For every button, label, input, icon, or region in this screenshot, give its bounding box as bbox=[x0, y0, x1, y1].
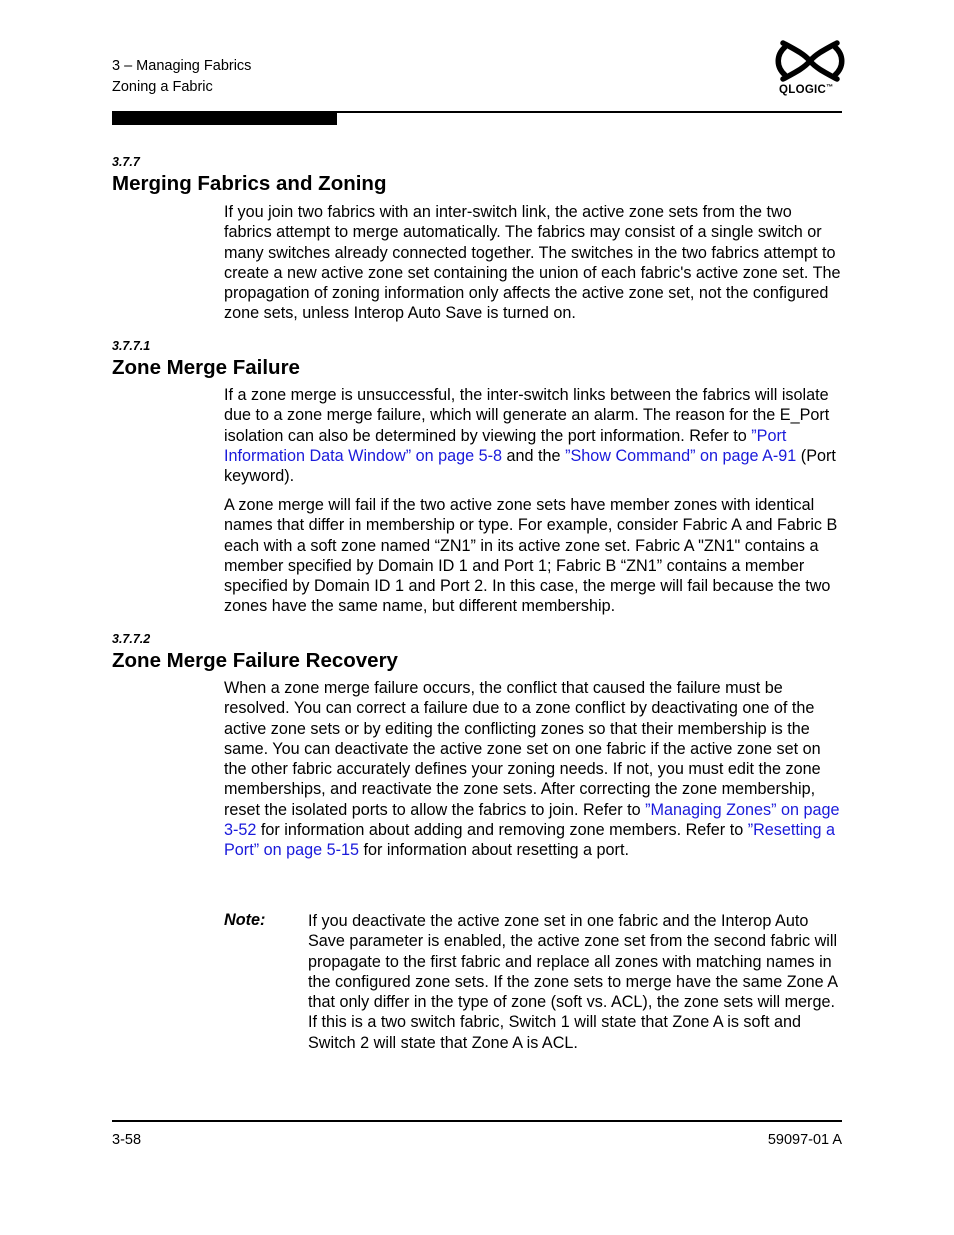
logo-trademark: ™ bbox=[826, 84, 834, 91]
note-text: If you deactivate the active zone set in one fabric and the Interop Auto Save parameter is enabled, the active zone set from the second fabric will propagate to the first fabric and replace all zones with matching names in the configured zone sets. If the zone sets to merge have the same Zone A that only differ in the type of zone (soft vs. ACL), the zone sets will merge. If this is a two switch fabric, Switch 1 will state that Zone A is soft and Switch 2 will state that Zone A is ACL. bbox=[308, 912, 838, 1052]
text-run: When a zone merge failure occurs, the conflict that caused the failure must be resolved. You can correct a failure due to a zone conflict by deactivating one of the active zone sets or by editing the conflicting zones so that their membership is the same. You can deactivate the active zone set on one fabric if the active zone set on the other fabric accurately defines your zoning needs. If not, you must edit the zone memberships, and reactivate the zone sets. After correcting the zone membership, reset the isolated ports to allow the fabrics to join. Refer to bbox=[224, 679, 821, 819]
qlogic-logo-mark-icon bbox=[774, 38, 846, 84]
running-header-section: Zoning a Fabric bbox=[112, 79, 213, 95]
logo-wordmark: QLOGIC bbox=[779, 84, 827, 96]
text-run: If a zone merge is unsuccessful, the inter-switch links between the fabrics will isolate due to a zone merge failure, which will generate an alarm. The reason for the E_Port isolation can also be determined by viewing the port information. Refer to bbox=[224, 386, 830, 445]
body-paragraph bbox=[224, 678, 842, 861]
header-accent-bar bbox=[112, 113, 337, 125]
cross-reference-link[interactable]: ”Resetting a Port” on page 5-15 bbox=[224, 821, 835, 860]
cross-reference-link[interactable]: ”Port Information Data Window” on page 5-8 bbox=[224, 426, 787, 465]
section-heading: Zone Merge Failure Recovery bbox=[112, 649, 398, 672]
text-run: (Port keyword). bbox=[224, 446, 836, 486]
qlogic-logo bbox=[774, 38, 846, 100]
footer-rule bbox=[112, 1120, 842, 1122]
cross-reference-link[interactable]: ”Managing Zones” on page 3-52 bbox=[224, 800, 840, 840]
page-number: 3-58 bbox=[112, 1132, 142, 1148]
section-heading: Merging Fabrics and Zoning bbox=[112, 172, 387, 195]
running-header-chapter: 3 – Managing Fabrics bbox=[112, 58, 252, 74]
section-heading: Zone Merge Failure bbox=[112, 356, 300, 379]
section-number: 3.7.7.2 bbox=[112, 632, 151, 646]
text-run: for information about adding and removing zone members. Refer to bbox=[256, 821, 748, 840]
body-paragraph bbox=[224, 385, 842, 486]
body-paragraph: A zone merge will fail if the two active zone sets have member zones with identical names that differ in membership or type. For example, consider Fabric A and Fabric B each with a soft zone named “ZN1” in its active zone set. Fabric A "ZN1" contains a member specified by Domain ID 1 and Port 1; Fabric B “ZN1” contains a member specified by Domain ID 1 and Port 2. In this case, the merge will fail because the two zones have the same name, but different membership. bbox=[224, 496, 838, 616]
document-id: 59097-01 A bbox=[767, 1132, 842, 1148]
section-number: 3.7.7 bbox=[112, 155, 140, 169]
body-paragraph: If you join two fabrics with an inter-switch link, the active zone sets from the two fabrics attempt to merge automatically. The fabrics may consist of a single switch or many switches already connected together. The switches in the two fabrics attempt to create a new active zone set containing the union of each fabric's active zone set. The propagation of zoning information only affects the active zone set, not the configured zone sets, unless Interop Auto Save is turned on. bbox=[224, 203, 841, 323]
note-label: Note: bbox=[224, 911, 266, 929]
qlogic-logo-text bbox=[779, 84, 833, 96]
section-number: 3.7.7.1 bbox=[112, 339, 151, 353]
cross-reference-link[interactable]: ”Show Command” on page A-91 bbox=[565, 446, 797, 465]
text-run: and the bbox=[502, 446, 566, 465]
text-run: for information about resetting a port. bbox=[359, 841, 629, 860]
